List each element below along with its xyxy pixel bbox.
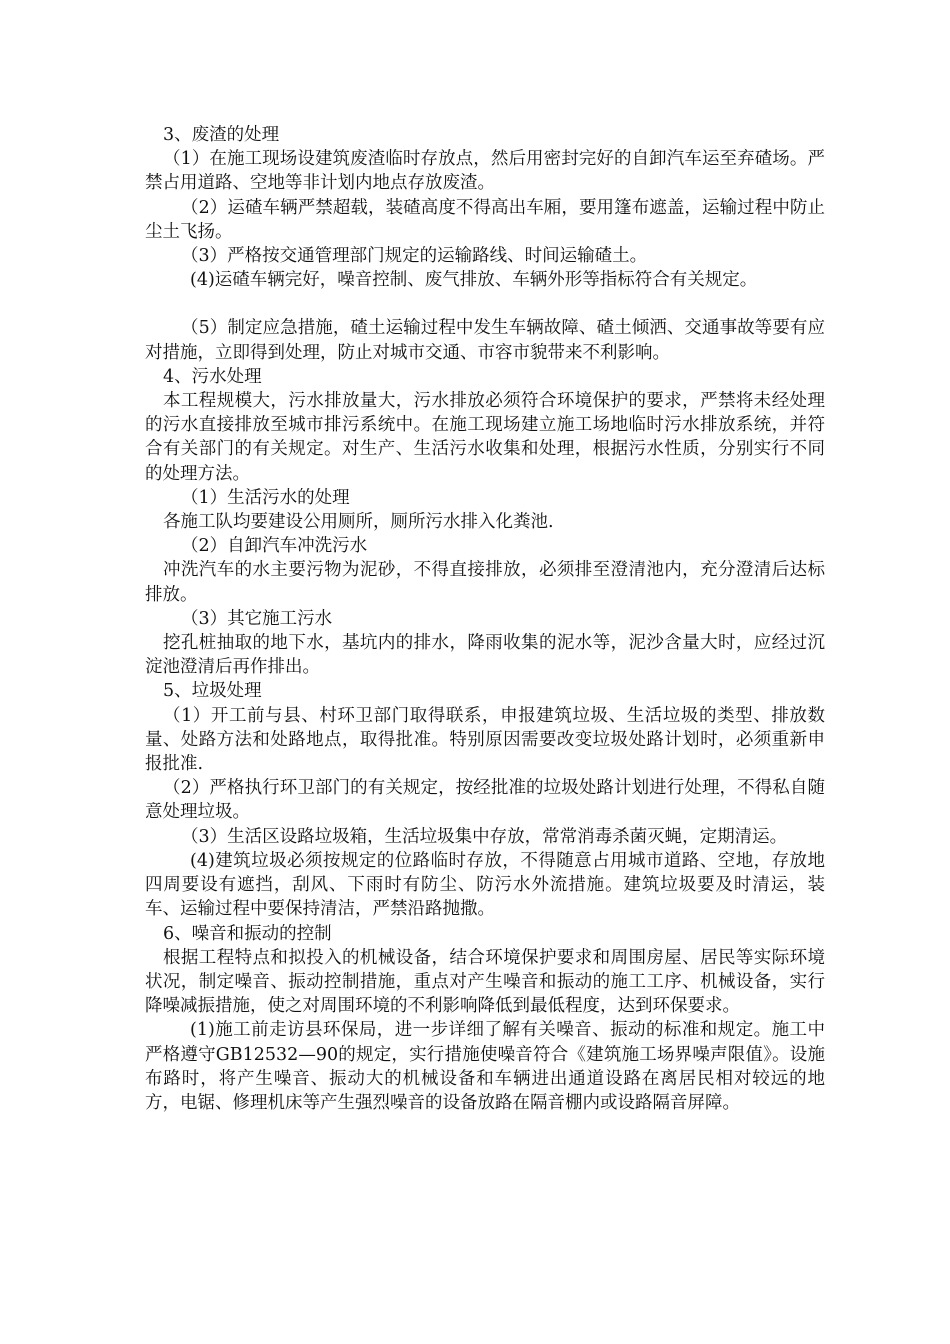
section-heading-sewage: 4、污水处理: [163, 366, 262, 387]
paragraph: （2）严格执行环卫部门的有关规定，按经批准的垃圾处路计划进行处理，不得私自随意处理垃圾。: [145, 778, 825, 823]
paragraph: （3）生活区设路垃圾箱，生活垃圾集中存放，常常消毒杀菌灭蝇，定期清运。: [181, 826, 788, 847]
paragraph: (1)施工前走访县环保局，进一步详细了解有关噪音、振动的标准和规定。施工中严格遵守GB12532—90的规定，实行措施使噪音符合《建筑施工场界噪声限值》。设施布路时，将产生噪音、振动大的机械设备和车辆进出通道设路在离居民相对较远的地方，电锯、修理机床等产生强烈噪音的设备放路在隔音棚内或设路隔音屏障。: [145, 1020, 825, 1113]
paragraph: (4)运碴车辆完好，噪音控制、废气排放、车辆外形等指标符合有关规定。: [190, 270, 758, 291]
paragraph: （3）严格按交通管理部门规定的运输路线、时间运输碴土。: [181, 246, 648, 267]
document-body: [145, 123, 825, 1115]
paragraph: （3）其它施工污水: [181, 608, 333, 629]
paragraph: 各施工队均要建设公用厕所，厕所污水排入化粪池.: [163, 512, 554, 533]
paragraph: （1）在施工现场设建筑废渣临时存放点，然后用密封完好的自卸汽车运至弃碴场。严禁占用道路、空地等非计划内地点存放废渣。: [145, 149, 825, 194]
paragraph: （1）开工前与县、村环卫部门取得联系，申报建筑垃圾、生活垃圾的类型、排放数量、处路方法和处路地点，取得批准。特别原因需要改变垃圾处路计划时，必须重新申报批准.: [145, 705, 825, 775]
blank-line: [145, 292, 825, 316]
paragraph: （2）自卸汽车冲洗污水: [181, 536, 368, 557]
paragraph: （1）生活污水的处理: [181, 487, 350, 508]
paragraph: (4)建筑垃圾必须按规定的位路临时存放，不得随意占用城市道路、空地，存放地四周要设有遮挡，刮风、下雨时有防尘、防污水外流措施。建筑垃圾要及时清运，装车、运输过程中要保持清洁，严禁沿路抛撒。: [145, 850, 825, 920]
section-heading-waste-residue: 3、废渣的处理: [163, 125, 280, 145]
paragraph: （2）运碴车辆严禁超载，装碴高度不得高出车厢，要用篷布遮盖，运输过程中防止尘土飞扬。: [145, 197, 825, 242]
paragraph: 冲洗汽车的水主要污物为泥砂，不得直接排放，必须排至澄清池内，充分澄清后达标排放。: [145, 560, 825, 605]
paragraph: 挖孔桩抽取的地下水，基坑内的排水，降雨收集的泥水等，泥沙含量大时，应经过沉淀池澄清后再作排出。: [145, 633, 825, 678]
paragraph: 根据工程特点和拟投入的机械设备，结合环境保护要求和周围房屋、居民等实际环境状况，制定噪音、振动控制措施，重点对产生噪音和振动的施工工序、机械设备，实行降噪减振措施，使之对周围环境的不利影响降低到最低程度，达到环保要求。: [145, 947, 825, 1017]
paragraph: （5）制定应急措施，碴土运输过程中发生车辆故障、碴土倾洒、交通事故等要有应对措施，立即得到处理，防止对城市交通、市容市貌带来不利影响。: [145, 318, 825, 363]
section-heading-garbage: 5、垃圾处理: [163, 681, 262, 702]
paragraph: 本工程规模大，污水排放量大，污水排放必须符合环境保护的要求，严禁将未经处理的污水直接排放至城市排污系统中。在施工现场建立施工场地临时污水排放系统，并符合有关部门的有关规定。对生产、生活污水收集和处理，根据污水性质，分别实行不同的处理方法。: [145, 391, 825, 484]
section-heading-noise: 6、噪音和振动的控制: [163, 923, 332, 944]
